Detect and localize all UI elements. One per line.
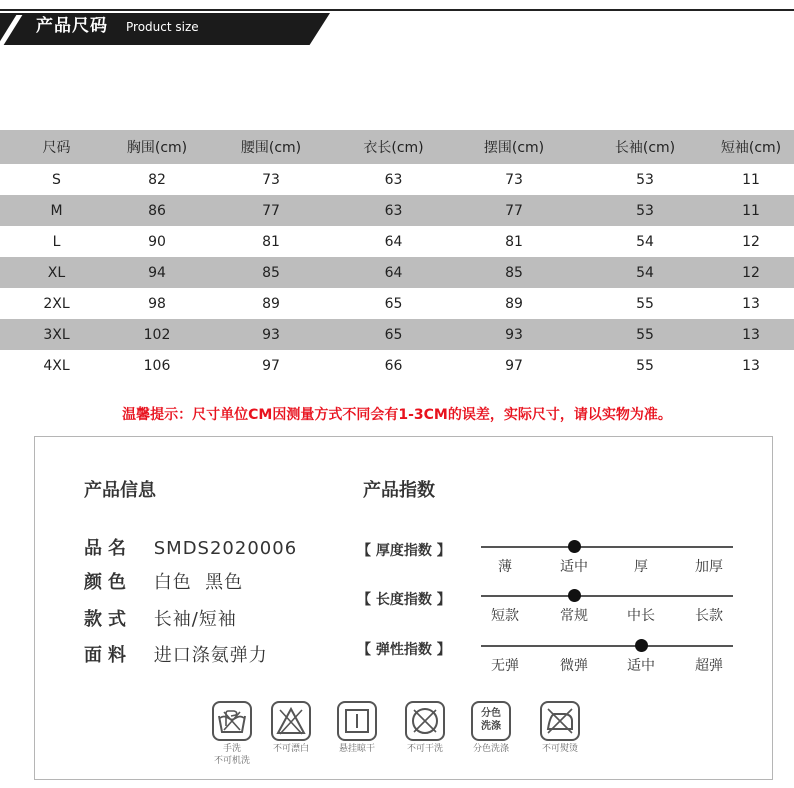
table-cell: 13 <box>742 357 760 374</box>
table-row <box>0 195 794 226</box>
hang-dry-icon <box>337 701 377 741</box>
table-cell: 11 <box>742 171 760 188</box>
size-cell: S <box>52 171 61 188</box>
size-cell: 2XL <box>43 295 70 312</box>
table-cell: 85 <box>446 257 582 288</box>
table-cell: 73 <box>505 171 523 188</box>
table-cell: 102 <box>113 319 201 350</box>
info-row-fabric <box>84 644 268 668</box>
table-cell: 55 <box>582 319 708 350</box>
table-cell: 64 <box>384 233 403 250</box>
table-cell: 63 <box>341 195 446 226</box>
column-header: 胸围(cm) <box>113 130 201 164</box>
table-cell: 77 <box>446 195 582 226</box>
size-cell: L <box>52 233 61 250</box>
column-header: 摆围(cm) <box>446 130 582 164</box>
thickness-index-label: 【 厚度指数 】 <box>357 543 451 559</box>
thickness-index-line <box>481 546 733 548</box>
length-index-line <box>481 595 733 597</box>
table-cell: 55 <box>636 357 654 374</box>
product-index-title: 产品指数 <box>363 480 435 501</box>
size-cell: XL <box>0 257 113 288</box>
table-cell: 86 <box>113 195 201 226</box>
table-cell: 64 <box>341 257 446 288</box>
table-cell: 85 <box>201 257 341 288</box>
index-option: 长款 <box>695 608 723 624</box>
index-option: 适中 <box>627 658 655 674</box>
info-row-color <box>84 571 243 595</box>
care-item-hand-wash <box>202 701 262 767</box>
column-header: 腰围(cm) <box>201 130 341 164</box>
banner-top-line <box>0 9 794 11</box>
table-cell: 66 <box>384 357 403 374</box>
table-cell: 81 <box>505 233 523 250</box>
table-cell: 89 <box>262 295 280 312</box>
care-item-hang-dry <box>327 701 387 755</box>
care-item-no-dry-clean <box>395 701 455 755</box>
table-cell: 93 <box>201 319 341 350</box>
table-header-row <box>0 130 794 164</box>
elasticity-index-label: 【 弹性指数 】 <box>357 642 451 658</box>
column-header: 衣长(cm) <box>341 130 446 164</box>
index-option: 无弹 <box>491 658 519 674</box>
no-iron-icon <box>540 701 580 741</box>
banner-title-cn: 产品尺码 <box>36 16 108 36</box>
measurement-notice: 温馨提示：尺寸单位CM因测量方式不同会有1-3CM的误差，实际尺寸，请以实物为准。 <box>122 407 672 423</box>
care-item-wash-separately <box>461 701 521 755</box>
info-row-name <box>84 537 297 561</box>
table-cell: 13 <box>742 295 760 312</box>
elasticity-index-marker <box>635 639 648 652</box>
table-cell: 94 <box>113 257 201 288</box>
table-cell: 97 <box>505 357 523 374</box>
table-row <box>0 226 794 257</box>
table-cell: 106 <box>143 357 171 374</box>
length-index-marker <box>568 589 581 602</box>
size-cell: 3XL <box>0 319 113 350</box>
table-row <box>0 257 794 288</box>
table-cell: 65 <box>384 295 403 312</box>
thickness-index-marker <box>568 540 581 553</box>
care-label: 手洗 不可机洗 <box>213 744 250 766</box>
table-row <box>0 319 794 350</box>
index-option: 短款 <box>491 608 519 624</box>
section-banner <box>0 0 794 46</box>
product-info-box <box>34 436 773 780</box>
table-cell: 63 <box>384 171 403 188</box>
care-label: 不可漂白 <box>272 744 309 754</box>
care-label: 不可干洗 <box>406 744 443 754</box>
table-cell: 54 <box>582 257 708 288</box>
info-value: 长袖/短袖 <box>153 609 237 630</box>
info-value: 进口涤氨弹力 <box>153 645 268 666</box>
table-cell: 11 <box>708 195 794 226</box>
size-cell: 4XL <box>43 357 70 374</box>
table-cell: 81 <box>262 233 280 250</box>
table-cell: 55 <box>636 295 654 312</box>
table-cell: 13 <box>708 319 794 350</box>
column-header: 长袖(cm) <box>582 130 708 164</box>
index-option: 超弹 <box>695 658 723 674</box>
elasticity-index-line <box>481 645 733 647</box>
table-cell: 77 <box>201 195 341 226</box>
care-item-no-bleach <box>261 701 321 755</box>
table-cell: 82 <box>148 171 166 188</box>
info-key: 品名 <box>84 538 132 559</box>
index-option: 适中 <box>560 559 588 575</box>
table-cell: 73 <box>262 171 280 188</box>
care-label: 不可熨烫 <box>541 744 578 754</box>
table-row <box>0 164 794 195</box>
table-cell: 12 <box>742 233 760 250</box>
info-key: 面料 <box>84 645 132 666</box>
size-cell: M <box>0 195 113 226</box>
hand-wash-icon <box>212 701 252 741</box>
table-cell: 53 <box>636 171 654 188</box>
info-value: 白色 黑色 <box>153 572 244 593</box>
wash-separately-icon-text: 分色 洗涤 <box>481 708 501 732</box>
table-row <box>0 350 794 381</box>
banner-title-en: Product size <box>126 20 199 34</box>
product-info-title: 产品信息 <box>84 480 156 501</box>
table-cell: 90 <box>148 233 166 250</box>
info-key: 款式 <box>84 609 132 630</box>
table-cell: 98 <box>148 295 166 312</box>
table-cell: 12 <box>708 257 794 288</box>
size-table <box>0 130 794 381</box>
table-cell: 54 <box>636 233 654 250</box>
info-key: 颜色 <box>84 572 132 593</box>
index-option: 厚 <box>634 559 648 575</box>
care-label: 分色洗涤 <box>472 744 509 754</box>
info-value: SMDS2020006 <box>153 538 298 559</box>
no-dry-clean-icon <box>405 701 445 741</box>
table-cell: 53 <box>582 195 708 226</box>
table-cell: 89 <box>505 295 523 312</box>
index-option: 常规 <box>560 608 588 624</box>
index-option: 薄 <box>498 559 512 575</box>
index-option: 加厚 <box>695 559 723 575</box>
wash-separately-icon <box>471 701 511 741</box>
care-item-no-iron <box>530 701 590 755</box>
column-header: 尺码 <box>0 130 113 164</box>
info-row-style <box>84 608 237 632</box>
table-row <box>0 288 794 319</box>
index-option: 中长 <box>627 608 655 624</box>
table-cell: 93 <box>446 319 582 350</box>
no-bleach-icon <box>271 701 311 741</box>
table-cell: 97 <box>262 357 280 374</box>
care-label: 悬挂晾干 <box>338 744 375 754</box>
column-header: 短袖(cm) <box>708 130 794 164</box>
index-option: 微弹 <box>560 658 588 674</box>
length-index-label: 【 长度指数 】 <box>357 592 451 608</box>
table-cell: 65 <box>341 319 446 350</box>
